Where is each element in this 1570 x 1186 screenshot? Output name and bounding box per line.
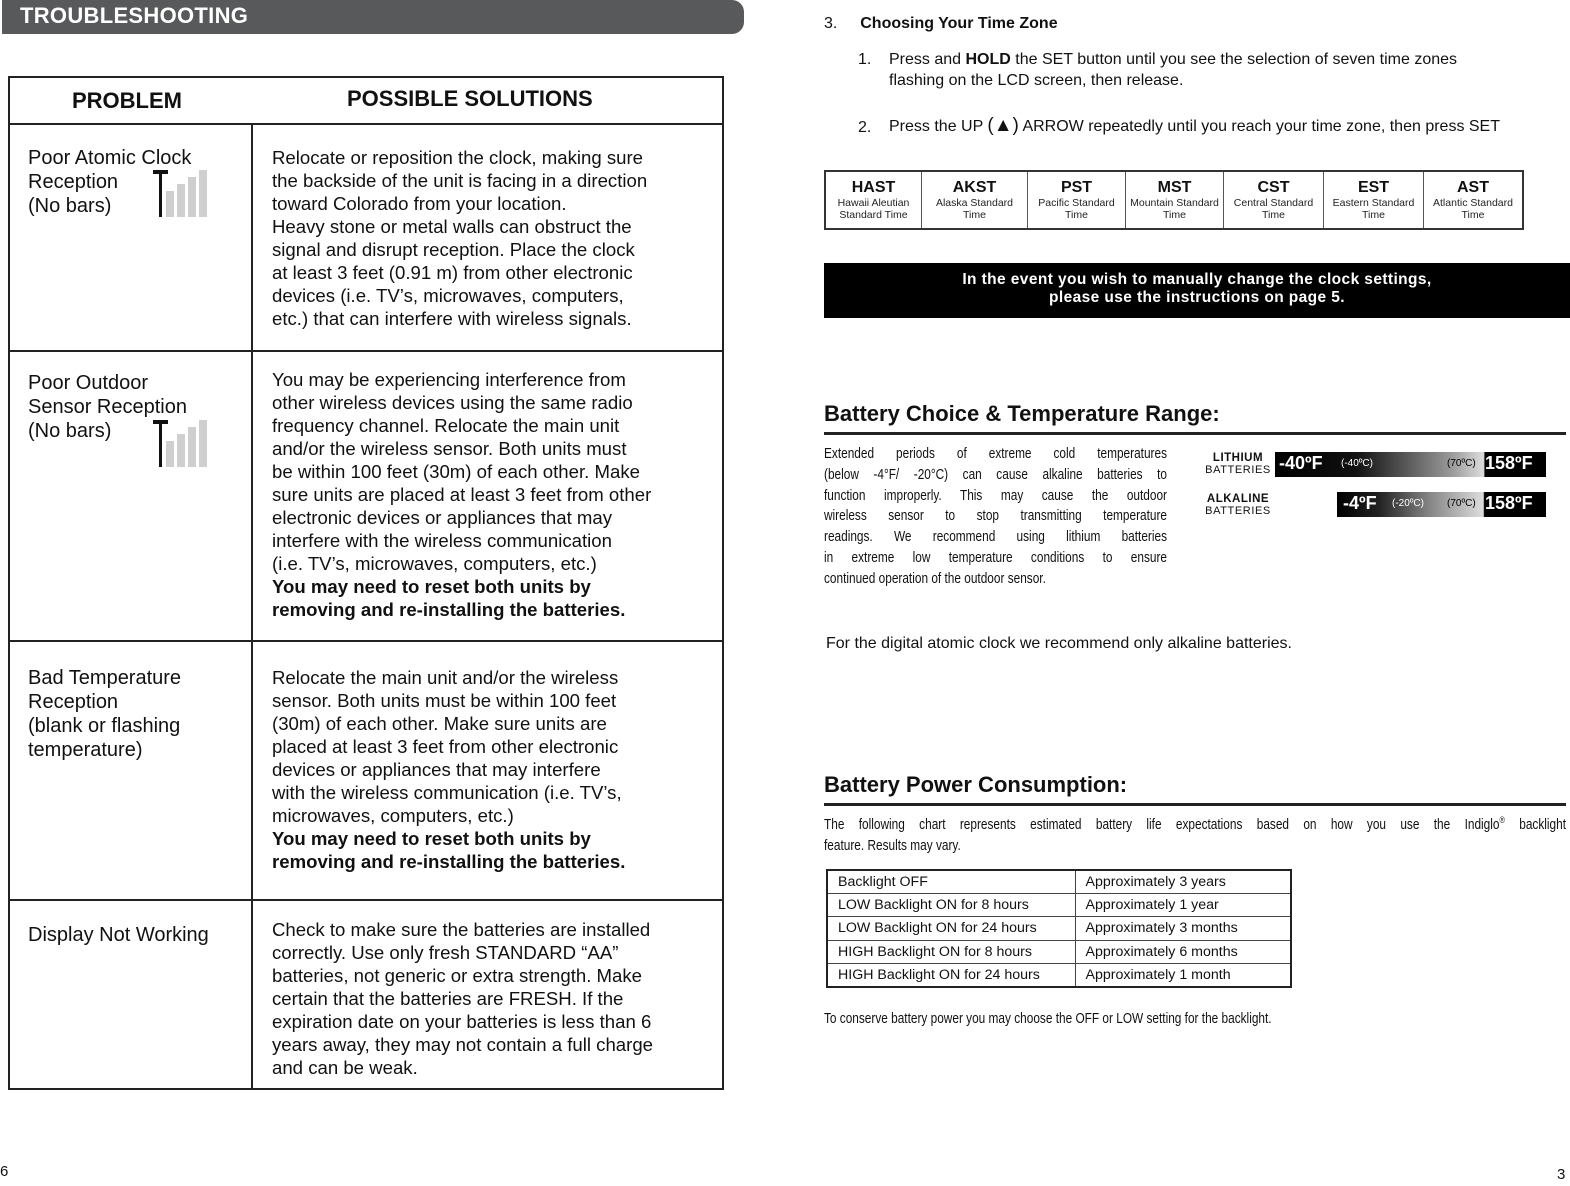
solution-text [272,666,717,873]
table-row [10,125,722,352]
substep-bold: HOLD [965,51,1011,68]
time-zone-cell [1126,172,1224,228]
solution-line: electronic devices or appliances that may [272,507,613,528]
paragraph-line: continued operation of the outdoor sensor. [824,570,1046,587]
paragraph-line: feature. Results may vary. [824,837,961,854]
signal-bars-icon [152,419,212,467]
time-zone-cell [1324,172,1424,228]
solution-line: signal and disrupt reception. Place the clock [272,239,635,260]
table-row [10,352,722,642]
solution-line: years away, they may not contain a full charge [272,1034,654,1055]
table-row [827,964,1291,987]
backlight-setting-cell: HIGH Backlight ON for 24 hours [827,964,1075,987]
backlight-setting-cell: HIGH Backlight ON for 8 hours [827,940,1075,963]
min-temp-c: (-20ºC) [1392,498,1424,509]
substep-text: flashing on the LCD screen, then release. [889,72,1184,89]
solution-line: frequency channel. Relocate the main unit [272,415,620,436]
solution-line: sensor. Both units must be within 100 feet [272,690,617,711]
table-row [827,940,1291,963]
troubleshooting-header: TROUBLESHOOTING [2,0,744,34]
section-divider [824,432,1566,435]
paragraph-line: Extended periods of extreme cold temperatures [824,446,1167,462]
table-row [827,870,1291,893]
backlight-setting-cell: LOW Backlight ON for 24 hours [827,917,1075,940]
note-text: To conserve battery power you may choose the OFF or LOW setting for the backlight. [824,1011,1272,1027]
solution-text [272,368,717,621]
solution-line: (30m) of each other. Make sure units are [272,713,607,734]
table-header-row [10,78,722,125]
solution-line: devices (i.e. TV’s, microwaves, computers, [272,285,624,306]
solution-line: Heavy stone or metal walls can obstruct the [272,216,632,237]
step-title: Choosing Your Time Zone [860,15,1058,32]
battery-type: LITHIUM [1212,452,1264,464]
substep-number: 2. [858,119,872,136]
time-zone-abbr: MST [1157,179,1192,196]
problem-column-header: PROBLEM [72,88,182,113]
time-zone-name: Time [1262,209,1285,221]
time-zone-abbr: CST [1257,179,1290,196]
time-zone-abbr: PST [1060,179,1093,196]
up-arrow-icon: (▲) [987,115,1019,136]
table-row [827,917,1291,940]
time-zone-table [824,170,1524,230]
paragraph-line: readings. We recommend using lithium batteries [824,529,1167,546]
time-zone-abbr: EST [1357,179,1390,196]
solution-line: Relocate or reposition the clock, making sure [272,147,644,168]
problem-line: Reception [28,171,119,193]
problem-line: temperature) [28,739,143,761]
min-temp-f: -40ºF [1279,453,1323,473]
solution-line: placed at least 3 feet from other electronic [272,736,619,757]
step-3-heading [824,13,1058,34]
solution-line: Relocate the main unit and/or the wireless [272,667,619,688]
paragraph-line: (below -4°F/ -20°C) can cause alkaline batteries to [824,466,1167,483]
step-number: 3. [824,15,838,32]
backlight-setting-cell: Backlight OFF [827,870,1075,893]
time-zone-name: Atlantic Standard [1433,197,1513,209]
lithium-label [1203,452,1273,476]
table-row [10,901,722,1088]
registered-mark: ® [1499,815,1505,825]
solution-line: interfere with the wireless communication [272,530,612,551]
substep-text: the SET button until you see the selection of seven time zones [1010,51,1458,68]
solution-text [272,146,717,330]
solution-bold-line: removing and re-installing the batteries. [272,851,626,872]
page-number-right: 3 [1557,1166,1566,1183]
time-zone-name: Time [963,209,986,221]
solution-line: etc.) that can interfere with wireless signals. [272,308,632,329]
solution-line: correctly. Use only fresh STANDARD “AA” [272,942,619,963]
solution-line: Check to make sure the batteries are installed [272,919,651,940]
time-zone-cell [1028,172,1126,228]
problem-text [28,923,243,947]
backlight-setting-cell: LOW Backlight ON for 8 hours [827,893,1075,916]
alkaline-recommendation: For the digital atomic clock we recommend only alkaline batteries. [826,635,1292,652]
page-number-left: 6 [0,1163,9,1180]
battery-type: ALKALINE [1206,493,1270,505]
solution-bold-line: You may need to reset both units by [272,828,591,849]
time-zone-abbr: AST [1457,179,1489,196]
solution-line: the backside of the unit is facing in a direction [272,170,648,191]
battery-life-cell: Approximately 3 years [1075,870,1291,893]
time-zone-name: Time [1163,209,1186,221]
signal-bars-icon [152,169,212,217]
battery-label: BATTERIES [1205,505,1271,517]
solution-line: (i.e. TV’s, microwaves, computers, etc.) [272,553,597,574]
section-divider [824,803,1566,806]
time-zone-cell [922,172,1028,228]
battery-choice-title: Battery Choice & Temperature Range: [824,401,1220,426]
step-3-2-text [889,115,1500,137]
paragraph-line [824,810,1566,836]
battery-life-table [826,869,1292,988]
battery-choice-paragraph [824,444,1167,590]
battery-power-paragraph [824,810,1566,856]
solution-line: at least 3 feet (0.91 m) from other electronic [272,262,633,283]
problem-line: (No bars) [28,420,112,442]
substep-text: Press the UP [889,118,988,135]
battery-life-cell: Approximately 6 months [1075,940,1291,963]
paragraph-body [824,810,1566,856]
step-3-1 [858,49,871,70]
solution-line: sure units are placed at least 3 feet from other [272,484,652,505]
min-temp-f: -4ºF [1343,493,1377,513]
max-temp-c: (70ºC) [1447,498,1476,509]
time-zone-name: Time [1461,209,1485,221]
time-zone-name: Alaska Standard [935,197,1014,209]
paragraph-line: wireless sensor to stop transmitting temperature [824,508,1167,525]
alkaline-temp-range-bar [1337,492,1546,517]
problem-line: Poor Outdoor [28,372,149,394]
solutions-column-header: POSSIBLE SOLUTIONS [347,86,593,111]
solution-line: and/or the wireless sensor. Both units must [272,438,627,459]
time-zone-cell [826,172,922,228]
max-temp-c: (70ºC) [1447,458,1476,469]
solution-bold-line: You may need to reset both units by [272,576,591,597]
min-temp-c: (-40ºC) [1341,458,1373,469]
solution-line: toward Colorado from your location. [272,193,567,214]
battery-life-cell: Approximately 1 month [1075,964,1291,987]
problem-text [28,666,243,762]
problem-line: Display Not Working [28,924,209,946]
battery-power-title: Battery Power Consumption: [824,772,1128,797]
step-3-1-text [889,49,1539,91]
time-zone-name: Time [1065,209,1088,221]
solution-line: be within 100 feet (30m) of each other. Make [272,461,640,482]
troubleshooting-table [8,76,724,1090]
battery-life-cell: Approximately 3 months [1075,917,1291,940]
time-zone-name: Mountain Standard [1130,197,1219,209]
paragraph-line: in extreme low temperature conditions to ensure [824,549,1167,566]
max-temp-f: 158ºF [1485,493,1533,513]
time-zone-abbr: AKST [952,179,997,196]
solution-line: batteries, not generic or extra strength. Make [272,965,642,986]
time-zone-name: Standard Time [839,209,908,221]
substep-number: 1. [858,51,872,68]
step-3-2 [858,117,871,138]
problem-line: (blank or flashing [28,715,181,737]
paragraph-line: function improperly. This may cause the outdoor [824,487,1167,504]
substep-text: ARROW repeatedly until you reach your time zone, then press SET [1018,118,1500,135]
time-zone-name: Time [1362,209,1385,221]
solution-line: You may be experiencing interference from [272,369,626,390]
solution-line: certain that the batteries are FRESH. If the [272,988,624,1009]
table-row [827,893,1291,916]
solution-text [272,918,717,1079]
time-zone-cell [1424,172,1522,228]
time-zone-name: Central Standard [1233,197,1314,209]
solution-line: microwaves, computers, etc.) [272,805,514,826]
paragraph-body [824,444,1167,590]
paragraph-text: backlight [1504,816,1566,833]
manual-settings-notice [824,263,1570,318]
time-zone-name: Hawaii Aleutian [837,197,910,209]
problem-line: Reception [28,691,119,713]
time-zone-abbr: HAST [851,179,896,196]
max-temp-f: 158ºF [1485,453,1533,473]
battery-life-cell: Approximately 1 year [1075,893,1291,916]
table-row [10,642,722,901]
solution-line: and can be weak. [272,1057,418,1078]
substep-text: Press and [889,51,966,68]
conserve-note [824,1009,1424,1030]
problem-line: Poor Atomic Clock [28,147,192,169]
time-zone-name: Eastern Standard [1332,197,1415,209]
paragraph-text: The following chart represents estimated battery life expectations based on how you use the Indiglo [824,816,1500,833]
notice-line: In the event you wish to manually change the clock settings, [962,271,1432,288]
problem-line: Sensor Reception [28,396,187,418]
solution-line: devices or appliances that may interfere [272,759,601,780]
time-zone-name: Pacific Standard [1038,197,1115,209]
solution-line: expiration date on your batteries is less than 6 [272,1011,652,1032]
battery-label: BATTERIES [1205,464,1271,476]
alkaline-label [1203,493,1273,517]
solution-bold-line: removing and re-installing the batteries. [272,599,626,620]
problem-line: (No bars) [28,195,112,217]
solution-line: with the wireless communication (i.e. TV’s, [272,782,622,803]
problem-line: Bad Temperature [28,667,182,689]
time-zone-cell [1224,172,1324,228]
notice-line: please use the instructions on page 5. [1049,289,1345,306]
solution-line: other wireless devices using the same radio [272,392,633,413]
lithium-temp-range-bar [1275,452,1546,477]
